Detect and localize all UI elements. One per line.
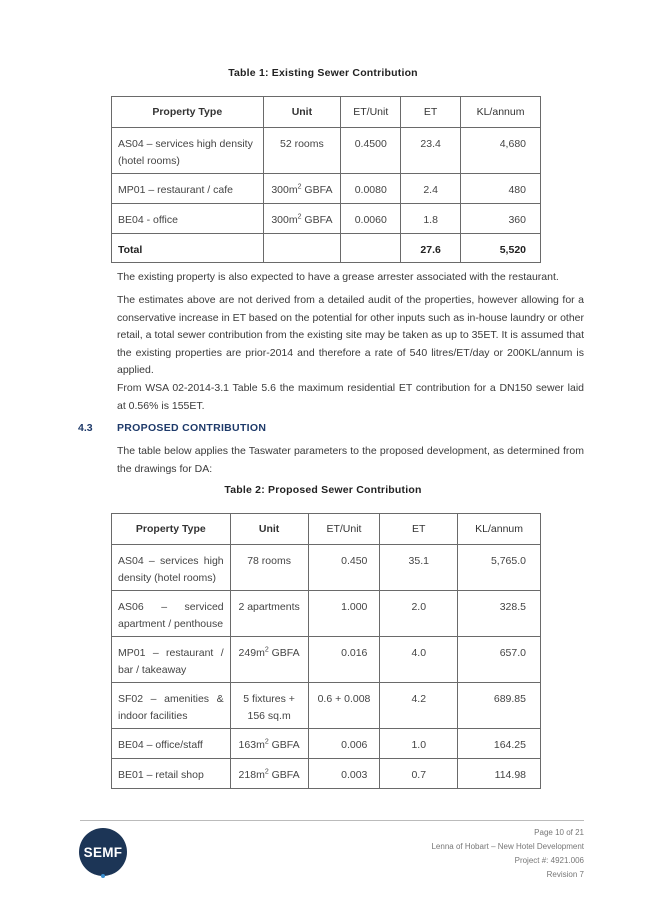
- cell-kl-annum: 480: [461, 174, 541, 204]
- table-row: [112, 545, 541, 591]
- header-et-unit: ET/Unit: [308, 514, 380, 545]
- cell-et: 4.2: [380, 683, 458, 729]
- paragraph-proposed-intro: The table below applies the Taswater parameters to the proposed development, as determined from the drawings for DA:: [117, 445, 584, 475]
- cell-unit: $163m^2$ GBFA: [230, 729, 308, 759]
- cell-et-unit: 0.4500: [341, 128, 401, 174]
- cell-et: 23.4: [401, 128, 461, 174]
- cell-unit: 78 rooms: [230, 545, 308, 591]
- table-header-row: [112, 97, 541, 128]
- header-property-type: Property Type: [112, 97, 264, 128]
- logo-text: SEMF: [83, 844, 123, 860]
- cell-unit: 5 fixtures + 156 sq.m: [230, 683, 308, 729]
- header-et-unit: ET/Unit: [341, 97, 401, 128]
- company-logo: [79, 828, 127, 876]
- total-unit-empty: [263, 234, 341, 263]
- cell-et-unit: 0.016: [308, 637, 380, 683]
- table-row: [112, 174, 541, 204]
- total-label: Total: [112, 234, 264, 263]
- cell-et: 0.7: [380, 759, 458, 789]
- total-kl-annum: 5,520: [461, 234, 541, 263]
- table-row: [112, 637, 541, 683]
- cell-et-unit: 0.003: [308, 759, 380, 789]
- cell-kl-annum: 360: [461, 204, 541, 234]
- cell-property-type: BE01 – retail shop: [112, 759, 231, 789]
- paragraph-wsa: From WSA 02-2014-3.1 Table 5.6 the maximum residential ET contribution for a DN150 sewer laid at 0.56% is 155ET.: [117, 382, 584, 412]
- header-unit: Unit: [230, 514, 308, 545]
- cell-property-type: BE04 – office/staff: [112, 729, 231, 759]
- cell-kl-annum: 4,680: [461, 128, 541, 174]
- header-et: ET: [401, 97, 461, 128]
- cell-property-type: MP01 – restaurant / bar / takeaway: [112, 637, 231, 683]
- cell-property-type: SF02 – amenities & indoor facilities: [112, 683, 231, 729]
- table-row: [112, 591, 541, 637]
- cell-et-unit: 0.450: [308, 545, 380, 591]
- cell-kl-annum: 328.5: [458, 591, 541, 637]
- paragraph-grease-arrester: The existing property is also expected to have a grease arrester associated with the restaurant.: [117, 271, 559, 283]
- cell-et-unit: 0.006: [308, 729, 380, 759]
- cell-unit: 52 rooms: [263, 128, 341, 174]
- cell-et-unit: 0.0080: [341, 174, 401, 204]
- cell-et-unit: 1.000: [308, 591, 380, 637]
- cell-property-type: AS04 – services high density (hotel rooms): [112, 545, 231, 591]
- section-number: 4.3: [78, 422, 93, 434]
- table-row: [112, 204, 541, 234]
- table-row: [112, 128, 541, 174]
- cell-kl-annum: 657.0: [458, 637, 541, 683]
- table1-caption: Table 1: Existing Sewer Contribution: [228, 67, 418, 79]
- cell-unit: $300m^2$ GBFA: [263, 204, 341, 234]
- cell-unit: $300m^2$ GBFA: [263, 174, 341, 204]
- cell-kl-annum: 164.25: [458, 729, 541, 759]
- cell-kl-annum: 5,765.0: [458, 545, 541, 591]
- table-row: [112, 683, 541, 729]
- section-title: PROPOSED CONTRIBUTION: [117, 422, 267, 434]
- cell-unit: 2 apartments: [230, 591, 308, 637]
- footer-page-number: Page 10 of 21: [534, 828, 584, 837]
- header-kl-annum: KL/annum: [458, 514, 541, 545]
- cell-property-type: AS06 – serviced apartment / penthouse: [112, 591, 231, 637]
- table-row: [112, 759, 541, 789]
- paragraph-estimates: The estimates above are not derived from a detailed audit of the properties, however allowing for a conservative increase in ET based on the potential for other inputs such as in-house laundry or other retail, a total sewer contribution from the existing site may be taken as up to 35ET. It is assumed that the existing properties are prior-2014 and therefore a rate of 540 litres/ET/day or 200KL/annum is applied.: [117, 294, 584, 376]
- footer-revision: Revision 7: [546, 870, 584, 879]
- header-property-type: Property Type: [112, 514, 231, 545]
- cell-kl-annum: 689.85: [458, 683, 541, 729]
- cell-et: 2.0: [380, 591, 458, 637]
- cell-et-unit: 0.6 + 0.008: [308, 683, 380, 729]
- cell-et: 4.0: [380, 637, 458, 683]
- logo-accent-dot: [101, 874, 105, 878]
- table-header-row: [112, 514, 541, 545]
- header-kl-annum: KL/annum: [461, 97, 541, 128]
- cell-property-type: BE04 - office: [112, 204, 264, 234]
- footer-project-number: Project #: 4921.006: [514, 856, 584, 865]
- total-et: 27.6: [401, 234, 461, 263]
- cell-et: 35.1: [380, 545, 458, 591]
- cell-unit: $218m^2$ GBFA: [230, 759, 308, 789]
- cell-unit: $249m^2$ GBFA: [230, 637, 308, 683]
- existing-sewer-table: [111, 96, 541, 263]
- cell-property-type: MP01 – restaurant / cafe: [112, 174, 264, 204]
- cell-et: 1.8: [401, 204, 461, 234]
- total-et-unit-empty: [341, 234, 401, 263]
- footer-project-name: Lenna of Hobart – New Hotel Development: [431, 842, 584, 851]
- proposed-sewer-table: [111, 513, 541, 789]
- cell-et: 1.0: [380, 729, 458, 759]
- cell-et: 2.4: [401, 174, 461, 204]
- header-unit: Unit: [263, 97, 341, 128]
- footer-divider: [80, 820, 584, 821]
- cell-kl-annum: 114.98: [458, 759, 541, 789]
- table2-caption: Table 2: Proposed Sewer Contribution: [224, 484, 422, 496]
- table-row: [112, 729, 541, 759]
- header-et: ET: [380, 514, 458, 545]
- cell-property-type: AS04 – services high density (hotel rooms): [112, 128, 264, 174]
- cell-et-unit: 0.0060: [341, 204, 401, 234]
- table-total-row: [112, 234, 541, 263]
